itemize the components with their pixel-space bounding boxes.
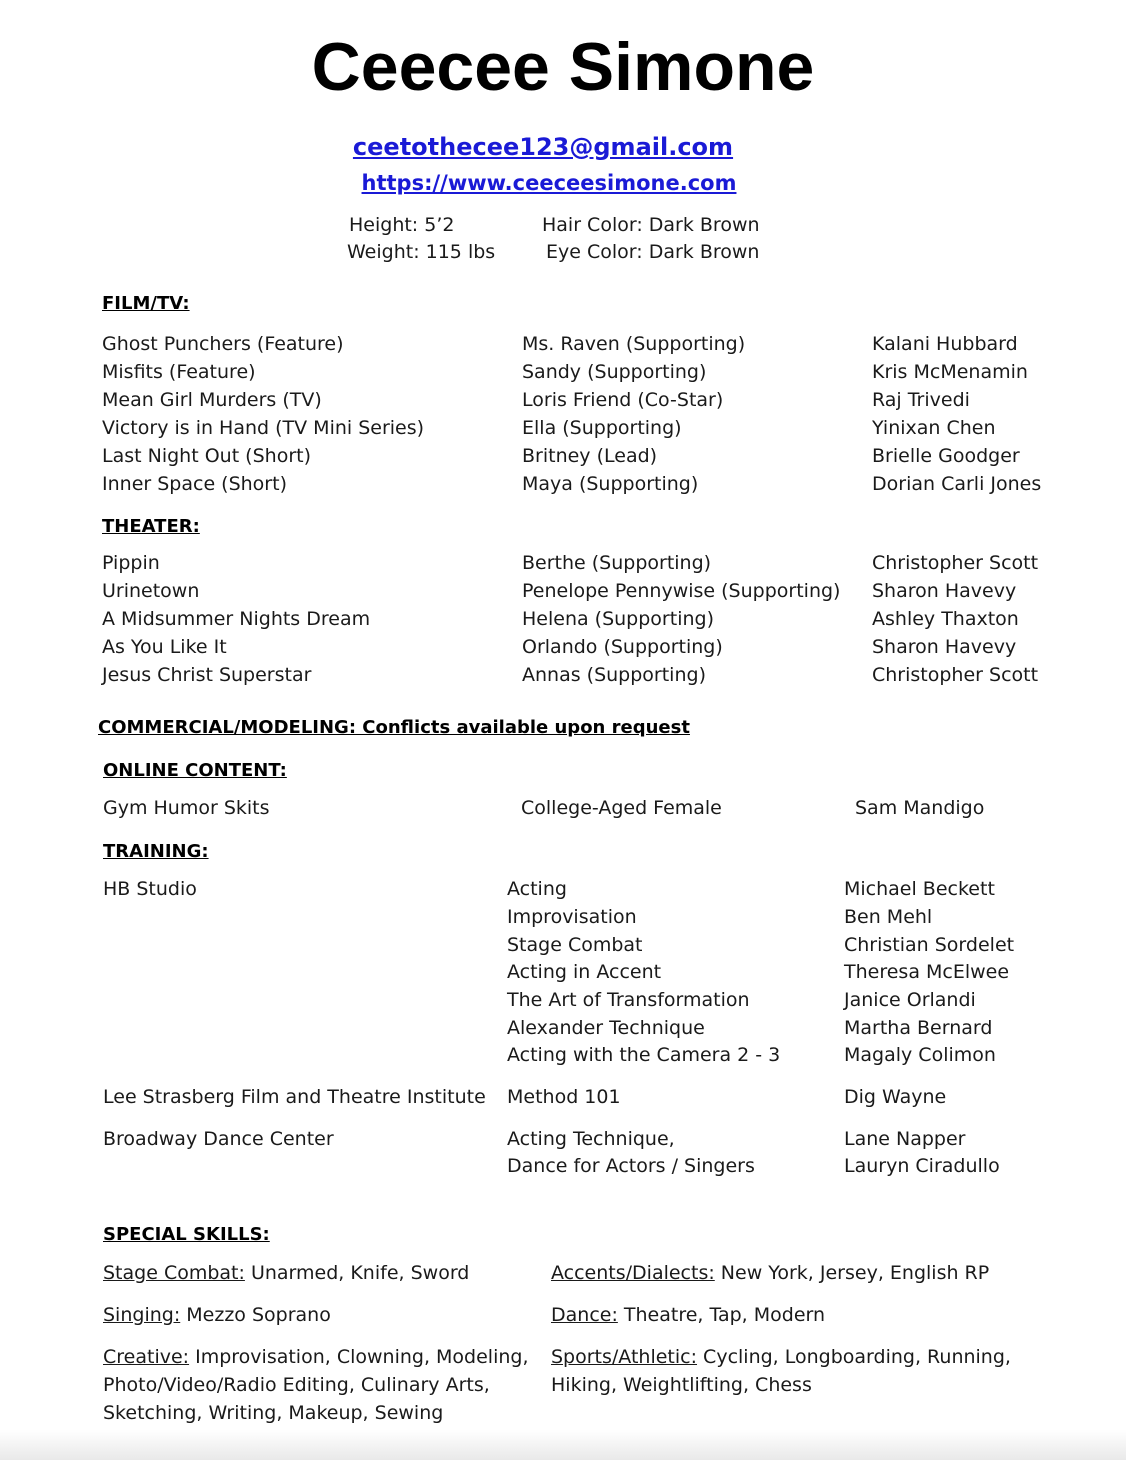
project-title: Victory is in Hand (TV Mini Series) — [102, 417, 425, 439]
production-title: Jesus Christ Superstar — [102, 664, 312, 686]
commercial-heading: COMMERCIAL/MODELING: Conflicts available upon request — [98, 717, 690, 738]
role: Britney (Lead) — [522, 445, 658, 467]
course: Acting — [507, 878, 567, 900]
theater-row — [0, 633, 1126, 661]
role: Ella (Supporting) — [522, 417, 682, 439]
director: Raj Trivedi — [872, 389, 970, 411]
instructor: Lauryn Ciradullo — [844, 1155, 1000, 1177]
role: Berthe (Supporting) — [522, 552, 712, 574]
project-title: Gym Humor Skits — [103, 797, 270, 819]
theater-row — [0, 605, 1126, 633]
film-tv-row — [0, 358, 1126, 386]
skill-label: Accents/Dialects: — [551, 1262, 715, 1284]
role: Loris Friend (Co-Star) — [522, 389, 724, 411]
film-tv-heading: FILM/TV: — [102, 293, 190, 314]
instructor: Ben Mehl — [844, 906, 933, 928]
director: Sharon Havevy — [872, 580, 1017, 602]
project-title: Ghost Punchers (Feature) — [102, 333, 344, 355]
course: Stage Combat — [507, 934, 643, 956]
instructor: Christian Sordelet — [844, 934, 1015, 956]
skill-accents — [551, 1259, 989, 1287]
director: Brielle Goodger — [872, 445, 1020, 467]
theater-row — [0, 549, 1126, 577]
training-row — [0, 1152, 1126, 1180]
training-row — [0, 986, 1126, 1014]
film-tv-row — [0, 442, 1126, 470]
director: Kris McMenamin — [872, 361, 1028, 383]
film-tv-row — [0, 414, 1126, 442]
theater-row — [0, 577, 1126, 605]
training-school: HB Studio — [103, 878, 197, 900]
eye-color-stat: Eye Color: Dark Brown — [546, 241, 760, 263]
skill-label: Stage Combat: — [103, 1262, 245, 1284]
hair-color-stat: Hair Color: Dark Brown — [542, 214, 760, 236]
course: Acting with the Camera 2 - 3 — [507, 1044, 781, 1066]
production-title: A Midsummer Nights Dream — [102, 608, 371, 630]
training-row — [0, 1041, 1126, 1069]
skill-label: Singing: — [103, 1304, 181, 1326]
training-school: Lee Strasberg Film and Theatre Institute — [103, 1086, 486, 1108]
role: Penelope Pennywise (Supporting) — [522, 580, 841, 602]
director: Yinixan Chen — [872, 417, 996, 439]
training-school: Broadway Dance Center — [103, 1128, 334, 1150]
director: Sharon Havevy — [872, 636, 1017, 658]
skill-creative-line-3: Sketching, Writing, Makeup, Sewing — [103, 1402, 444, 1424]
project-title: Inner Space (Short) — [102, 473, 287, 495]
training-row — [0, 931, 1126, 959]
instructor: Dig Wayne — [844, 1086, 947, 1108]
resume-name: Ceecee Simone — [311, 29, 815, 105]
skill-sports — [551, 1343, 1011, 1371]
course: Method 101 — [507, 1086, 621, 1108]
production-title: Pippin — [102, 552, 160, 574]
role: Orlando (Supporting) — [522, 636, 723, 658]
project-title: Mean Girl Murders (TV) — [102, 389, 322, 411]
film-tv-row — [0, 330, 1126, 358]
skill-value: Unarmed, Knife, Sword — [244, 1262, 470, 1284]
instructor: Magaly Colimon — [844, 1044, 996, 1066]
director: Sam Mandigo — [855, 797, 985, 819]
course: Dance for Actors / Singers — [507, 1155, 755, 1177]
production-title: As You Like It — [102, 636, 227, 658]
role: Annas (Supporting) — [522, 664, 706, 686]
theater-row — [0, 661, 1126, 689]
instructor: Michael Beckett — [844, 878, 995, 900]
skill-creative-line-2: Photo/Video/Radio Editing, Culinary Arts, — [103, 1374, 490, 1396]
special-skills-heading: SPECIAL SKILLS: — [103, 1224, 270, 1245]
course: Improvisation — [507, 906, 637, 928]
skill-dance — [551, 1301, 825, 1329]
training-row — [0, 1083, 1126, 1111]
height-stat: Height: 5’2 — [349, 214, 455, 236]
skill-sports-line-2: Hiking, Weightlifting, Chess — [551, 1374, 812, 1396]
director: Dorian Carli Jones — [872, 473, 1042, 495]
skill-singing — [103, 1301, 331, 1329]
course: The Art of Transformation — [507, 989, 750, 1011]
film-tv-row — [0, 386, 1126, 414]
email-link[interactable]: ceetothecee123@gmail.com — [352, 133, 734, 161]
skill-value: New York, Jersey, English RP — [714, 1262, 990, 1284]
role: Helena (Supporting) — [522, 608, 714, 630]
training-row — [0, 1014, 1126, 1042]
skill-value: Improvisation, Clowning, Modeling, — [189, 1346, 529, 1368]
course: Acting Technique, — [507, 1128, 675, 1150]
skill-label: Creative: — [103, 1346, 190, 1368]
role: Maya (Supporting) — [522, 473, 699, 495]
online-content-heading: ONLINE CONTENT: — [103, 760, 287, 781]
instructor: Theresa McElwee — [844, 961, 1010, 983]
instructor: Janice Orlandi — [844, 989, 976, 1011]
website-link[interactable]: https://www.ceeceesimone.com — [361, 171, 737, 195]
director: Kalani Hubbard — [872, 333, 1018, 355]
skill-value: Cycling, Longboarding, Running, — [697, 1346, 1011, 1368]
film-tv-row — [0, 470, 1126, 498]
role: Sandy (Supporting) — [522, 361, 707, 383]
skill-label: Dance: — [551, 1304, 618, 1326]
course: Alexander Technique — [507, 1017, 705, 1039]
training-row — [0, 875, 1126, 903]
online-content-row — [0, 794, 1126, 822]
skill-value: Mezzo Soprano — [180, 1304, 331, 1326]
theater-heading: THEATER: — [102, 516, 200, 537]
training-row — [0, 1125, 1126, 1153]
course: Acting in Accent — [507, 961, 662, 983]
instructor: Martha Bernard — [844, 1017, 993, 1039]
skill-creative — [103, 1343, 529, 1371]
skill-value: Theatre, Tap, Modern — [617, 1304, 826, 1326]
training-row — [0, 903, 1126, 931]
skill-stage-combat — [103, 1259, 469, 1287]
skill-label: Sports/Athletic: — [551, 1346, 698, 1368]
director: Ashley Thaxton — [872, 608, 1019, 630]
training-heading: TRAINING: — [103, 841, 209, 862]
project-title: Last Night Out (Short) — [102, 445, 311, 467]
director: Christopher Scott — [872, 552, 1039, 574]
project-title: Misfits (Feature) — [102, 361, 256, 383]
production-title: Urinetown — [102, 580, 200, 602]
role: College-Aged Female — [521, 797, 722, 819]
instructor: Lane Napper — [844, 1128, 966, 1150]
role: Ms. Raven (Supporting) — [522, 333, 746, 355]
weight-stat: Weight: 115 lbs — [347, 241, 496, 263]
page-bottom-shadow — [0, 1430, 1126, 1460]
training-row — [0, 958, 1126, 986]
director: Christopher Scott — [872, 664, 1039, 686]
